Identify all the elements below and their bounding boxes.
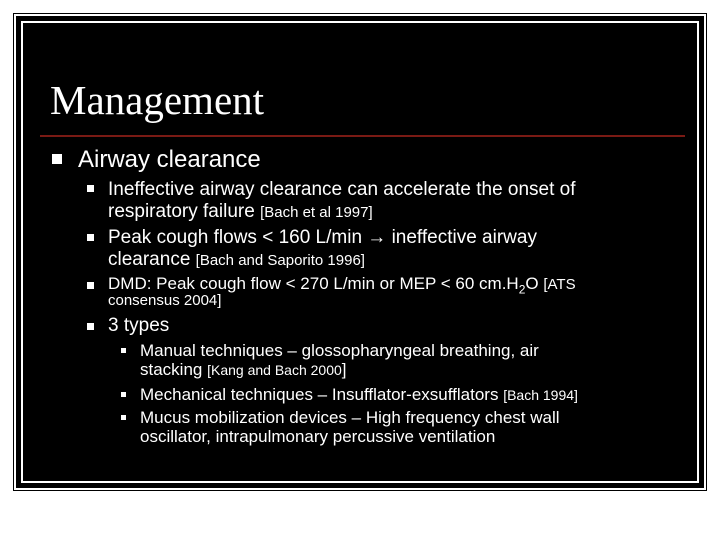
square-bullet-icon	[121, 415, 126, 420]
item-1-citation: [Bach et al 1997]	[260, 204, 373, 221]
square-bullet-icon	[87, 185, 94, 192]
title-divider	[40, 135, 685, 137]
square-bullet-icon	[121, 392, 126, 397]
item-2-citation: [Bach and Saporito 1996]	[195, 252, 365, 269]
subitem-2-text: Mechanical techniques – Insufflator-exsufflators	[140, 385, 499, 404]
item-1-line-2	[108, 200, 373, 224]
subitem-3-line-2: oscillator, intrapulmonary percussive ventilation	[140, 427, 496, 446]
item-2-text: clearance	[108, 249, 191, 270]
subitem-1-line-1: Manual techniques – glossopharyngeal breathing, air	[140, 341, 539, 360]
subitem-3-line-1: Mucus mobilization devices – High frequency chest wall	[140, 408, 560, 427]
item-1-text: respiratory failure	[108, 201, 255, 222]
slide-title: Management	[50, 77, 265, 123]
square-bullet-icon	[52, 154, 62, 164]
square-bullet-icon	[87, 323, 94, 330]
bullet-airway-clearance: Airway clearance	[78, 146, 261, 173]
item-1-line-1: Ineffective airway clearance can accelerate the onset of	[108, 179, 576, 200]
item-4-line-1: 3 types	[108, 315, 170, 336]
square-bullet-icon	[87, 234, 94, 241]
item-3-text-post: O	[525, 274, 539, 293]
square-bullet-icon	[87, 282, 94, 289]
item-3-text: DMD: Peak cough flow < 270 L/min or MEP < 60 cm.H	[108, 274, 519, 293]
square-bullet-icon	[121, 348, 126, 353]
item-2-line-1: Peak cough flows < 160 L/min → ineffective airway	[108, 227, 537, 248]
item-3-subscript: 2	[518, 282, 526, 297]
subitem-1-citation: [Kang and Bach 2000	[207, 362, 342, 378]
subitem-1-line-2	[140, 360, 347, 380]
subitem-2-line-1	[140, 385, 578, 405]
subitem-2-citation: [Bach 1994]	[503, 387, 578, 403]
item-3-citation-cont: consensus 2004]	[108, 292, 222, 309]
subitem-1-bracket: ]	[341, 360, 347, 379]
subitem-1-text: stacking	[140, 360, 203, 379]
item-2-line-2	[108, 248, 365, 272]
item-3-citation: [ATS	[543, 276, 576, 293]
